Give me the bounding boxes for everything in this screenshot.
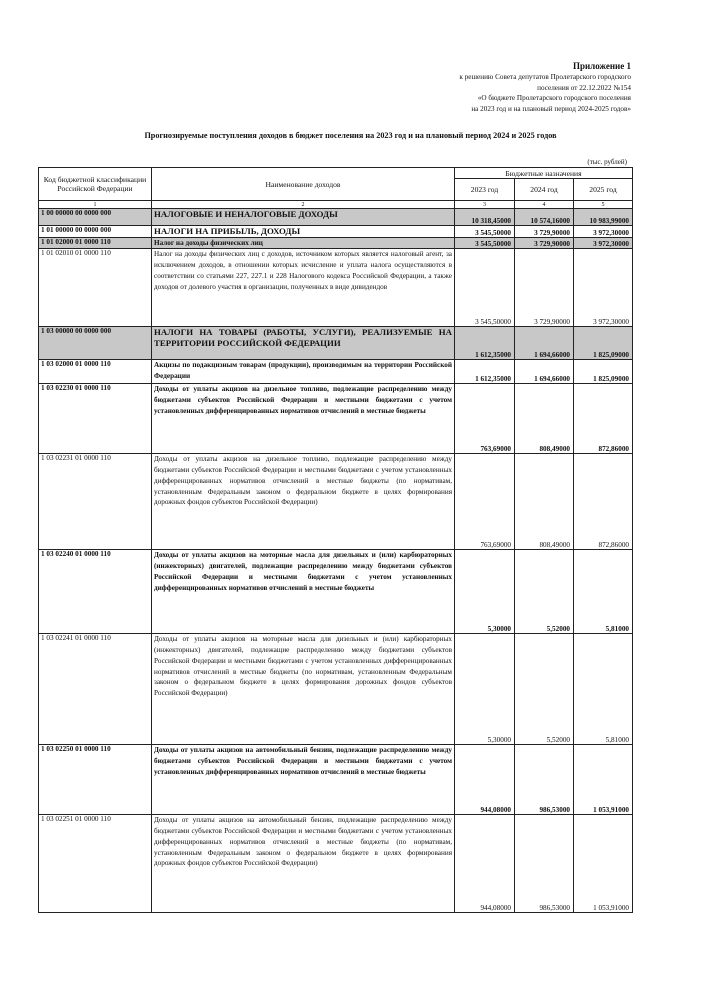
row-name: Налог на доходы физических лиц с доходов, источником которых является налоговый агент, за исключением доходов, в отношении которых исчисление и уплата налога осуществляются в соответствии со статьями 227, 227.1 и 228 Налогового кодекса Российской Федерации, а также доходов от долевого участия в организации, полученных в виде дивидендов <box>152 249 455 327</box>
row-code: 1 01 00000 00 0000 000 <box>39 226 152 238</box>
header-year-2023: 2023 год <box>455 179 515 201</box>
row-value-2023: 3 545,50000 <box>455 237 515 249</box>
row-value-2025: 3 972,30000 <box>574 226 633 238</box>
row-value-2024: 3 729,90000 <box>515 249 574 327</box>
row-code: 1 03 00000 00 0000 000 <box>39 327 152 360</box>
row-value-2025: 5,81000 <box>574 634 633 745</box>
column-number: 3 <box>455 201 515 209</box>
column-number: 2 <box>152 201 455 209</box>
row-value-2023: 5,30000 <box>455 550 515 634</box>
row-value-2025: 1 825,09000 <box>574 360 633 384</box>
header-name: Наименование доходов <box>152 168 455 201</box>
row-value-2024: 3 729,90000 <box>515 226 574 238</box>
row-code: 1 00 00000 00 0000 000 <box>39 209 152 226</box>
row-value-2025: 1 825,09000 <box>574 327 633 360</box>
row-name: Доходы от уплаты акцизов на дизельное топливо, подлежащие распределению между бюджетами субъектов Российской Федерации и местными бюджетами с учетом установленных дифференцированных нормативов отчислений в местные бюджеты (по нормативам, установленным Федеральным законом о федеральном бюджете в целях формирования дорожных фондов субъектов Российской Федерации) <box>152 454 455 550</box>
row-value-2023: 5,30000 <box>455 634 515 745</box>
row-code: 1 03 02251 01 0000 110 <box>39 815 152 913</box>
row-name: Налог на доходы физических лиц <box>152 237 455 249</box>
table-row <box>39 327 633 360</box>
row-value-2025: 3 972,30000 <box>574 237 633 249</box>
row-value-2023: 10 318,45000 <box>455 209 515 226</box>
row-value-2025: 1 053,91000 <box>574 815 633 913</box>
row-value-2024: 5,52000 <box>515 550 574 634</box>
row-value-2025: 10 983,99000 <box>574 209 633 226</box>
units-note: (тыс. рублей) <box>587 158 627 166</box>
header-year-2025: 2025 год <box>574 179 633 201</box>
row-value-2023: 1 612,35000 <box>455 360 515 384</box>
annex-line: на 2023 год и на плановый период 2024-2025 годов» <box>471 104 631 113</box>
annex-line: к решению Совета депутатов Пролетарского городского <box>459 73 631 81</box>
row-name: Доходы от уплаты акцизов на дизельное топливо, подлежащие распределению между бюджетами субъектов Российской Федерации и местными бюджетами с учетом установленных дифференцированных нормативов отчислений в местные бюджеты <box>152 384 455 454</box>
annex-heading: Приложение 1 <box>572 61 631 71</box>
row-code: 1 03 02250 01 0000 110 <box>39 745 152 815</box>
revenue-table <box>38 167 633 913</box>
annex-line: «О бюджете Пролетарского городского поселения <box>477 94 631 102</box>
table-row <box>39 249 633 327</box>
row-code: 1 03 02230 01 0000 110 <box>39 384 152 454</box>
annex-line: поселения от 22.12.2022 №154 <box>537 83 631 92</box>
row-code: 1 03 02240 01 0000 110 <box>39 550 152 634</box>
row-name: Доходы от уплаты акцизов на автомобильный бензин, подлежащие распределению между бюджетами субъектов Российской Федерации и местными бюджетами с учетом установленных дифференцированных нормативов отчислений в местные бюджеты (по нормативам, установленным Федеральным законом о федеральном бюджете в целях формирования дорожных фондов субъектов Российской Федерации) <box>152 815 455 913</box>
row-code: 1 01 02010 01 0000 110 <box>39 249 152 327</box>
row-value-2023: 944,08000 <box>455 745 515 815</box>
row-code: 1 03 02000 01 0000 110 <box>39 360 152 384</box>
row-value-2023: 1 612,35000 <box>455 327 515 360</box>
row-value-2024: 1 694,66000 <box>515 327 574 360</box>
row-value-2023: 763,69000 <box>455 384 515 454</box>
row-value-2023: 944,08000 <box>455 815 515 913</box>
table-row <box>39 360 633 384</box>
row-name: Доходы от уплаты акцизов на моторные масла для дизельных и (или) карбюраторных (инжекторных) двигателей, подлежащие распределению между бюджетами субъектов Российской Федерации и местными бюджетами с учетом установленных дифференцированных нормативов отчислений в местные бюджеты (по нормативам, установленным Федеральным законом о федеральном бюджете в целях формирования дорожных фондов субъектов Российской Федерации) <box>152 634 455 745</box>
row-value-2024: 986,53000 <box>515 815 574 913</box>
table-row <box>39 209 633 226</box>
row-value-2023: 3 545,50000 <box>455 249 515 327</box>
header-code: Код бюджетной классификации Российской Федерации <box>39 168 152 201</box>
table-row <box>39 384 633 454</box>
row-name: НАЛОГОВЫЕ И НЕНАЛОГОВЫЕ ДОХОДЫ <box>152 209 455 226</box>
table-row <box>39 745 633 815</box>
column-number: 5 <box>574 201 633 209</box>
table-row <box>39 815 633 913</box>
table-row <box>39 237 633 249</box>
row-value-2024: 10 574,16000 <box>515 209 574 226</box>
row-value-2025: 872,86000 <box>574 454 633 550</box>
header-year-2024: 2024 год <box>515 179 574 201</box>
table-row <box>39 634 633 745</box>
row-name: НАЛОГИ НА ПРИБЫЛЬ, ДОХОДЫ <box>152 226 455 238</box>
document-title: Прогнозируемые поступления доходов в бюджет поселения на 2023 год и на плановый период 2024 и 2025 годов <box>144 131 557 140</box>
column-number: 1 <box>39 201 152 209</box>
row-name: Акцизы по подакцизным товарам (продукции), производимым на территории Российской Федерации <box>152 360 455 384</box>
row-value-2024: 808,49000 <box>515 384 574 454</box>
header-budget: Бюджетные назначения <box>455 168 633 179</box>
row-code: 1 03 02241 01 0000 110 <box>39 634 152 745</box>
row-name: Доходы от уплаты акцизов на моторные масла для дизельных и (или) карбюраторных (инжекторных) двигателей, подлежащие распределению между бюджетами субъектов Российской Федерации и местными бюджетами с учетом установленных дифференцированных нормативов отчислений в местные бюджеты <box>152 550 455 634</box>
table-row <box>39 226 633 238</box>
column-number: 4 <box>515 201 574 209</box>
row-value-2024: 5,52000 <box>515 634 574 745</box>
row-code: 1 03 02231 01 0000 110 <box>39 454 152 550</box>
row-code: 1 01 02000 01 0000 110 <box>39 237 152 249</box>
row-value-2023: 763,69000 <box>455 454 515 550</box>
row-value-2023: 3 545,50000 <box>455 226 515 238</box>
row-value-2025: 1 053,91000 <box>574 745 633 815</box>
row-value-2024: 3 729,90000 <box>515 237 574 249</box>
row-value-2024: 1 694,66000 <box>515 360 574 384</box>
row-name: Доходы от уплаты акцизов на автомобильный бензин, подлежащие распределению между бюджетами субъектов Российской Федерации и местными бюджетами с учетом установленных дифференцированных нормативов отчислений в местные бюджеты <box>152 745 455 815</box>
row-value-2024: 986,53000 <box>515 745 574 815</box>
table-row <box>39 550 633 634</box>
row-value-2025: 3 972,30000 <box>574 249 633 327</box>
row-name: НАЛОГИ НА ТОВАРЫ (РАБОТЫ, УСЛУГИ), РЕАЛИЗУЕМЫЕ НА ТЕРРИТОРИИ РОССИЙСКОЙ ФЕДЕРАЦИИ <box>152 327 455 360</box>
row-value-2025: 5,81000 <box>574 550 633 634</box>
row-value-2024: 808,49000 <box>515 454 574 550</box>
table-row <box>39 454 633 550</box>
row-value-2025: 872,86000 <box>574 384 633 454</box>
annex-block <box>371 60 631 114</box>
